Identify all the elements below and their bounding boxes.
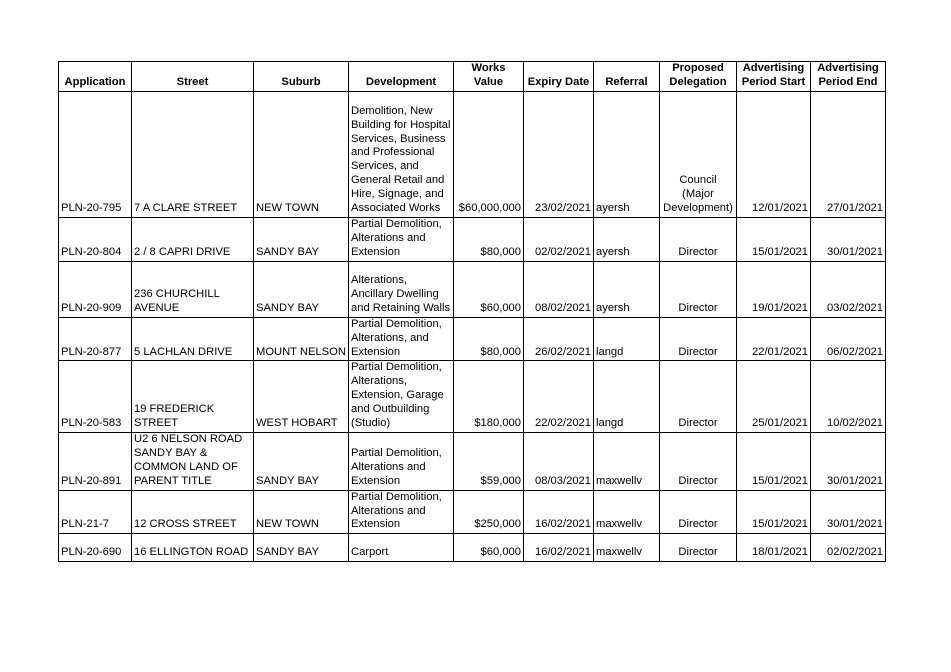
cell-advertising-end: 02/02/2021 [811, 534, 886, 562]
cell-application: PLN-20-583 [59, 361, 132, 433]
column-header-works-value: Works Value [454, 62, 524, 92]
table-row [59, 261, 886, 317]
column-header-proposed-delegation: Proposed Delegation [660, 62, 737, 92]
table-row [59, 534, 886, 562]
cell-delegation: Director [660, 317, 737, 361]
cell-advertising-start: 25/01/2021 [737, 361, 811, 433]
cell-expiry-date: 16/02/2021 [524, 490, 594, 534]
table-row [59, 218, 886, 262]
cell-works-value: $60,000,000 [454, 92, 524, 218]
cell-expiry-date: 08/03/2021 [524, 432, 594, 490]
cell-street: 19 FREDERICK STREET [132, 361, 254, 433]
cell-works-value: $80,000 [454, 317, 524, 361]
cell-delegation: Director [660, 261, 737, 317]
cell-referral: langd [594, 317, 660, 361]
cell-application: PLN-20-877 [59, 317, 132, 361]
cell-advertising-start: 22/01/2021 [737, 317, 811, 361]
cell-development: Carport [349, 534, 454, 562]
cell-delegation: Director [660, 490, 737, 534]
cell-works-value: $60,000 [454, 261, 524, 317]
cell-application: PLN-20-804 [59, 218, 132, 262]
cell-street: 16 ELLINGTON ROAD [132, 534, 254, 562]
column-header-street: Street [132, 62, 254, 92]
cell-advertising-start: 12/01/2021 [737, 92, 811, 218]
table-row [59, 317, 886, 361]
cell-expiry-date: 23/02/2021 [524, 92, 594, 218]
cell-advertising-start: 15/01/2021 [737, 490, 811, 534]
cell-referral: ayersh [594, 92, 660, 218]
cell-advertising-end: 03/02/2021 [811, 261, 886, 317]
cell-street: 7 A CLARE STREET [132, 92, 254, 218]
cell-suburb: SANDY BAY [254, 218, 349, 262]
table-header-row [59, 62, 886, 92]
cell-application: PLN-20-795 [59, 92, 132, 218]
cell-development: Partial Demolition, Alterations and Extension [349, 490, 454, 534]
planning-applications-sheet [58, 61, 886, 562]
cell-advertising-end: 27/01/2021 [811, 92, 886, 218]
column-header-suburb: Suburb [254, 62, 349, 92]
column-header-development: Development [349, 62, 454, 92]
cell-suburb: WEST HOBART [254, 361, 349, 433]
cell-expiry-date: 08/02/2021 [524, 261, 594, 317]
cell-application: PLN-20-891 [59, 432, 132, 490]
cell-street: 236 CHURCHILL AVENUE [132, 261, 254, 317]
cell-referral: ayersh [594, 261, 660, 317]
cell-delegation: Director [660, 432, 737, 490]
table-row [59, 92, 886, 218]
cell-referral: langd [594, 361, 660, 433]
cell-development: Partial Demolition, Alterations and Extension [349, 218, 454, 262]
cell-works-value: $180,000 [454, 361, 524, 433]
cell-advertising-start: 15/01/2021 [737, 218, 811, 262]
cell-works-value: $250,000 [454, 490, 524, 534]
column-header-referral: Referral [594, 62, 660, 92]
cell-advertising-end: 30/01/2021 [811, 432, 886, 490]
cell-application: PLN-20-690 [59, 534, 132, 562]
column-header-expiry-date: Expiry Date [524, 62, 594, 92]
cell-suburb: NEW TOWN [254, 490, 349, 534]
column-header-application: Application [59, 62, 132, 92]
cell-suburb: SANDY BAY [254, 261, 349, 317]
column-header-advertising-start: Advertising Period Start [737, 62, 811, 92]
cell-referral: ayersh [594, 218, 660, 262]
cell-development: Partial Demolition, Alterations, and Extension [349, 317, 454, 361]
cell-application: PLN-21-7 [59, 490, 132, 534]
cell-advertising-start: 19/01/2021 [737, 261, 811, 317]
cell-expiry-date: 02/02/2021 [524, 218, 594, 262]
cell-street: U2 6 NELSON ROAD SANDY BAY & COMMON LAND OF PARENT TITLE [132, 432, 254, 490]
cell-application: PLN-20-909 [59, 261, 132, 317]
cell-development: Partial Demolition, Alterations, Extension, Garage and Outbuilding (Studio) [349, 361, 454, 433]
cell-expiry-date: 16/02/2021 [524, 534, 594, 562]
table-row [59, 361, 886, 433]
cell-referral: maxwellv [594, 490, 660, 534]
cell-suburb: NEW TOWN [254, 92, 349, 218]
column-header-advertising-end: Advertising Period End [811, 62, 886, 92]
cell-development: Partial Demolition, Alterations and Extension [349, 432, 454, 490]
cell-development: Demolition, New Building for Hospital Services, Business and Professional Services, and General Retail and Hire, Signage, and Associated Works [349, 92, 454, 218]
table-row [59, 432, 886, 490]
cell-expiry-date: 26/02/2021 [524, 317, 594, 361]
cell-expiry-date: 22/02/2021 [524, 361, 594, 433]
cell-delegation: Director [660, 361, 737, 433]
cell-works-value: $60,000 [454, 534, 524, 562]
cell-delegation: Council (Major Development) [660, 92, 737, 218]
cell-delegation: Director [660, 218, 737, 262]
cell-advertising-start: 18/01/2021 [737, 534, 811, 562]
cell-suburb: SANDY BAY [254, 534, 349, 562]
cell-works-value: $59,000 [454, 432, 524, 490]
cell-referral: maxwellv [594, 432, 660, 490]
cell-suburb: MOUNT NELSON [254, 317, 349, 361]
table-row [59, 490, 886, 534]
cell-delegation: Director [660, 534, 737, 562]
applications-table [58, 61, 886, 562]
cell-suburb: SANDY BAY [254, 432, 349, 490]
cell-street: 5 LACHLAN DRIVE [132, 317, 254, 361]
cell-advertising-end: 10/02/2021 [811, 361, 886, 433]
cell-advertising-end: 30/01/2021 [811, 218, 886, 262]
cell-advertising-end: 06/02/2021 [811, 317, 886, 361]
cell-referral: maxwellv [594, 534, 660, 562]
cell-works-value: $80,000 [454, 218, 524, 262]
cell-street: 12 CROSS STREET [132, 490, 254, 534]
cell-development: Alterations, Ancillary Dwelling and Retaining Walls [349, 261, 454, 317]
cell-advertising-end: 30/01/2021 [811, 490, 886, 534]
cell-advertising-start: 15/01/2021 [737, 432, 811, 490]
cell-street: 2 / 8 CAPRI DRIVE [132, 218, 254, 262]
